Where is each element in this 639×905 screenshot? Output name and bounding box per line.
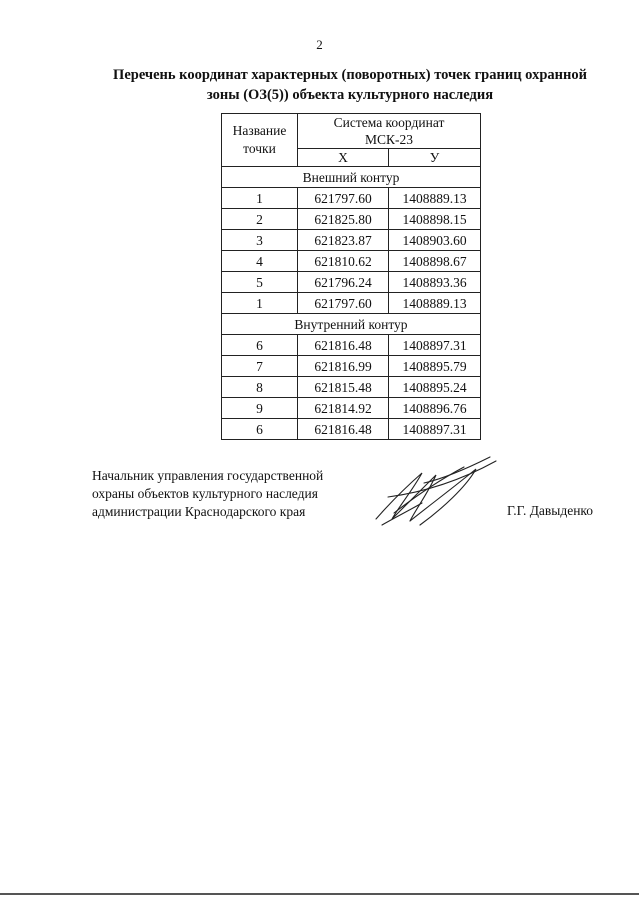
signer-position-line-1: Начальник управления государственной bbox=[92, 468, 324, 483]
title-line-2: зоны (ОЗ(5)) объекта культурного наследия bbox=[206, 87, 494, 103]
x-coordinate-cell: 621796.24 bbox=[298, 272, 389, 293]
y-coordinate-cell: 1408896.76 bbox=[389, 398, 481, 419]
table-row bbox=[222, 293, 481, 314]
signer-name: Г.Г. Давыденко bbox=[507, 503, 594, 518]
coordinates-table bbox=[221, 113, 481, 440]
table-row bbox=[222, 377, 481, 398]
x-coordinate-cell: 621797.60 bbox=[298, 293, 389, 314]
x-coordinate-cell: 621816.48 bbox=[298, 335, 389, 356]
x-coordinate-cell: 621797.60 bbox=[298, 188, 389, 209]
point-cell: 6 bbox=[222, 419, 298, 440]
header-point-name-text: Название точки bbox=[232, 123, 287, 156]
point-cell: 4 bbox=[222, 251, 298, 272]
table-row bbox=[222, 188, 481, 209]
section-label: Внутренний контур bbox=[222, 314, 481, 335]
table-row bbox=[222, 419, 481, 440]
header-system-line-1: Система координат bbox=[333, 115, 445, 130]
x-coordinate-cell: 621810.62 bbox=[298, 251, 389, 272]
point-cell: 8 bbox=[222, 377, 298, 398]
y-coordinate-cell: 1408889.13 bbox=[389, 188, 481, 209]
section-header-row bbox=[222, 314, 481, 335]
header-x: X bbox=[298, 149, 389, 167]
y-coordinate-cell: 1408895.24 bbox=[389, 377, 481, 398]
table-row bbox=[222, 209, 481, 230]
y-coordinate-cell: 1408895.79 bbox=[389, 356, 481, 377]
point-cell: 9 bbox=[222, 398, 298, 419]
title-line-1: Перечень координат характерных (поворотных) точек границ охранной bbox=[113, 67, 587, 83]
signature-block bbox=[92, 467, 382, 521]
x-coordinate-cell: 621816.99 bbox=[298, 356, 389, 377]
header-coordinate-system bbox=[298, 114, 481, 149]
point-cell: 7 bbox=[222, 356, 298, 377]
point-cell: 1 bbox=[222, 293, 298, 314]
table-row bbox=[222, 398, 481, 419]
signer-position-line-3: администрации Краснодарского края bbox=[92, 504, 306, 519]
point-cell: 1 bbox=[222, 188, 298, 209]
y-coordinate-cell: 1408897.31 bbox=[389, 335, 481, 356]
page-number: 2 bbox=[316, 37, 323, 52]
page-bottom-border bbox=[0, 893, 639, 895]
point-cell: 2 bbox=[222, 209, 298, 230]
table-row bbox=[222, 356, 481, 377]
table-row bbox=[222, 272, 481, 293]
y-coordinate-cell: 1408893.36 bbox=[389, 272, 481, 293]
x-coordinate-cell: 621825.80 bbox=[298, 209, 389, 230]
handwritten-signature bbox=[372, 453, 507, 533]
y-coordinate-cell: 1408889.13 bbox=[389, 293, 481, 314]
header-system-line-2: МСК-23 bbox=[364, 132, 413, 147]
x-coordinate-cell: 621814.92 bbox=[298, 398, 389, 419]
header-point-name bbox=[222, 114, 298, 167]
x-coordinate-cell: 621815.48 bbox=[298, 377, 389, 398]
point-cell: 5 bbox=[222, 272, 298, 293]
y-coordinate-cell: 1408898.67 bbox=[389, 251, 481, 272]
document-title bbox=[80, 65, 620, 105]
section-header-row bbox=[222, 167, 481, 188]
x-coordinate-cell: 621823.87 bbox=[298, 230, 389, 251]
y-coordinate-cell: 1408897.31 bbox=[389, 419, 481, 440]
signer-position-line-2: охраны объектов культурного наследия bbox=[92, 486, 318, 501]
section-label: Внешний контур bbox=[222, 167, 481, 188]
point-cell: 3 bbox=[222, 230, 298, 251]
table-row bbox=[222, 230, 481, 251]
y-coordinate-cell: 1408903.60 bbox=[389, 230, 481, 251]
point-cell: 6 bbox=[222, 335, 298, 356]
y-coordinate-cell: 1408898.15 bbox=[389, 209, 481, 230]
header-y: У bbox=[389, 149, 481, 167]
x-coordinate-cell: 621816.48 bbox=[298, 419, 389, 440]
table-row bbox=[222, 335, 481, 356]
table-row bbox=[222, 251, 481, 272]
